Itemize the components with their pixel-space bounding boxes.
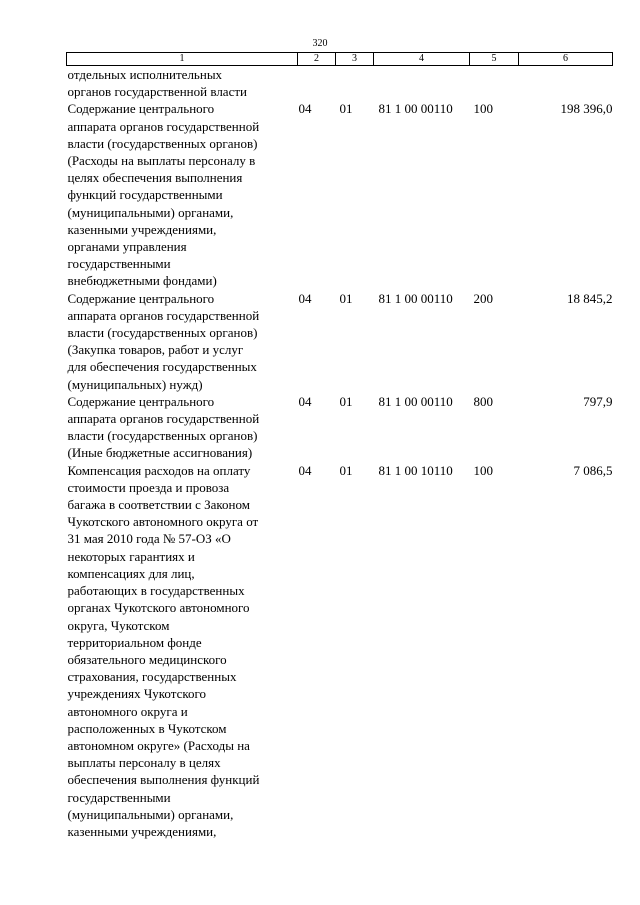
row-name: Содержание центрального аппарата органов государственной власти (государственных органов) (Закупка товаров, работ и услуг для обеспечения государственных (муниципальных) нужд) [67,290,260,392]
table-row [67,66,613,101]
row-subsection: 01 [339,462,353,478]
table-row [67,290,613,393]
row-amount: 7 086,5 [573,462,613,478]
row-section: 04 [298,393,312,409]
row-subsection: 01 [339,393,353,409]
budget-table [66,52,613,840]
header-col-5: 5 [470,53,519,66]
table-body [67,66,613,841]
header-col-1: 1 [67,53,298,66]
row-subsection: 01 [339,101,353,117]
header-row [67,53,613,66]
row-subsection [336,66,374,101]
table-header [67,53,613,66]
row-expense-type [470,66,519,101]
row-target [374,66,470,101]
row-subsection: 01 [339,290,353,306]
row-target: 81 1 00 00110 [378,393,453,409]
table-row [67,393,613,462]
row-expense-type: 100 [473,462,493,478]
header-col-4: 4 [374,53,470,66]
table-row [67,100,613,289]
row-name: Содержание центрального аппарата органов государственной власти (государственных органов) (Иные бюджетные ассигнования) [67,393,260,461]
row-name: отдельных исполнительных органов государственной власти [67,67,247,100]
row-amount: 198 396,0 [560,101,613,117]
row-expense-type: 100 [473,101,493,117]
page-number: 320 [312,38,328,49]
row-expense-type: 200 [473,290,493,306]
header-col-2: 2 [298,53,336,66]
row-section: 04 [298,290,312,306]
table-row [67,462,613,840]
row-target: 81 1 00 00110 [378,290,453,306]
row-target: 81 1 00 10110 [378,462,453,478]
row-target: 81 1 00 00110 [378,101,453,117]
row-name: Содержание центрального аппарата органов государственной власти (государственных органов) (Расходы на выплаты персоналу в целях обеспечения выполнения функций государственными (муниципальными) органами, казенными учреждениями, органами управления государственными внебюджетными фондами) [67,101,260,289]
row-section [298,66,336,101]
row-expense-type: 800 [473,393,493,409]
header-col-3: 3 [336,53,374,66]
row-amount: 18 845,2 [567,290,613,306]
header-col-6: 6 [519,53,613,66]
row-amount [519,66,613,101]
row-name: Компенсация расходов на оплату стоимости проезда и провоза багажа в соответствии с Законом Чукотского автономного округа от 31 мая 2010 года № 57-ОЗ «О некоторых гарантиях и компенсациях для лиц, работающих в государственных органах Чукотского автономного округа, Чукотском территориальном фонде обязательного медицинского страхования, государственных учреждениях Чукотского автономного округа и расположенных в Чукотском автономном округе» (Расходы на выплаты персоналу в целях обеспечения выполнения функций государственными (муниципальными) органами, казенными учреждениями, [67,462,260,839]
row-section: 04 [298,462,312,478]
row-amount: 797,9 [583,393,613,409]
row-section: 04 [298,101,312,117]
